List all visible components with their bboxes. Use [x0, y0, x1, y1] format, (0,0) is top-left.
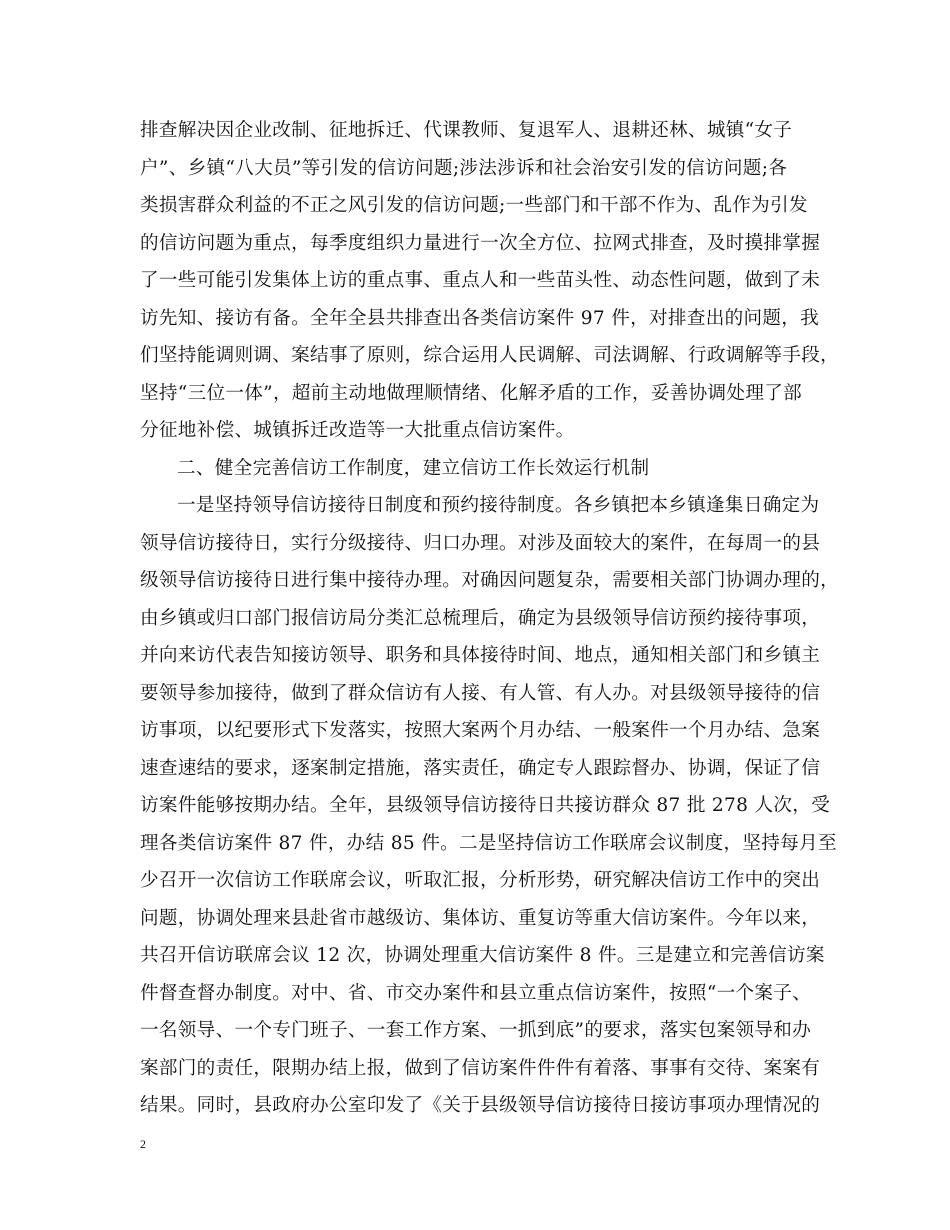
text-line: 们坚持能调则调、案结事了原则，综合运用人民调解、司法调解、行政调解等手段， — [140, 345, 840, 366]
body-text — [140, 112, 840, 1125]
text-line: 案部门的责任，限期办结上报，做到了信访案件件件有着落、事事有交待、案案有 — [140, 1057, 821, 1079]
text-line: 二、健全完善信访工作制度，建立信访工作长效运行机制 — [177, 457, 650, 479]
text-line: 访事项，以纪要形式下发落实，按照大案两个月办结、一般案件一个月办结、急案 — [140, 720, 821, 741]
text-line: 坚持“三位一体”，超前主动地做理顺情绪、化解矛盾的工作，妥善协调处理了部 — [140, 382, 802, 404]
text-line: 级领导信访接待日进行集中接待办理。对确因问题复杂，需要相关部门协调办理的， — [140, 570, 840, 591]
text-line: 排查解决因企业改制、征地拆迁、代课教师、复退军人、退耕还林、城镇“女子 — [140, 120, 793, 141]
text-line: 访先知、接访有备。全年全县共排查出各类信访案件 97 件，对排查出的问题，我 — [140, 307, 820, 329]
text-line: 分征地补偿、城镇拆迁改造等一大批重点信访案件。 — [140, 420, 575, 441]
text-line: 问题，协调处理来县赴省市越级访、集体访、重复访等重大信访案件。今年以来， — [140, 907, 821, 929]
text-line: 领导信访接待日，实行分级接待、归口办理。对涉及面较大的案件，在每周一的县 — [140, 532, 821, 554]
text-line: 并向来访代表告知接访领导、职务和具体接待时间、地点，通知相关部门和乡镇主 — [140, 645, 821, 666]
text-line: 一是坚持领导信访接待日制度和预约接待制度。各乡镇把本乡镇逢集日确定为 — [177, 495, 820, 516]
text-line: 要领导参加接待，做到了群众信访有人接、有人管、有人办。对县级领导接待的信 — [140, 682, 821, 704]
text-line: 的信访问题为重点，每季度组织力量进行一次全方位、拉网式排查，及时摸排掌握 — [140, 232, 821, 254]
text-line: 理各类信访案件 87 件，办结 85 件。二是坚持信访工作联席会议制度，坚持每月至 — [140, 832, 837, 854]
text-line: 一名领导、一个专门班子、一套工作方案、一抓到底”的要求，落实包案领导和办 — [140, 1020, 812, 1041]
page-number: 2 — [140, 1137, 146, 1151]
text-line: 类损害群众利益的不正之风引发的信访问题;一些部门和干部不作为、乱作为引发 — [140, 195, 808, 216]
text-line: 访案件能够按期办结。全年，县级领导信访接待日共接访群众 87 批 278 人次，受 — [140, 795, 831, 816]
text-line: 共召开信访联席会议 12 次，协调处理重大信访案件 8 件。三是建立和完善信访案 — [140, 945, 825, 966]
text-line: 由乡镇或归口部门报信访局分类汇总梳理后，确定为县级领导信访预约接待事项， — [140, 607, 821, 629]
text-line: 速查速结的要求，逐案制定措施，落实责任，确定专人跟踪督办、协调，保证了信 — [140, 757, 821, 779]
text-line: 了一些可能引发集体上访的重点事、重点人和一些苗头性、动态性问题，做到了未 — [140, 270, 821, 291]
text-line: 少召开一次信访工作联席会议，听取汇报，分析形势，研究解决信访工作中的突出 — [140, 870, 821, 891]
text-line: 件督查督办制度。对中、省、市交办案件和县立重点信访案件，按照“一个案子、 — [140, 982, 812, 1004]
text-line: 户”、乡镇“八大员”等引发的信访问题;涉法涉诉和社会治安引发的信访问题;各 — [140, 157, 788, 179]
text-line: 结果。同时，县政府办公室印发了《关于县级领导信访接待日接访事项办理情况的 — [140, 1095, 821, 1116]
